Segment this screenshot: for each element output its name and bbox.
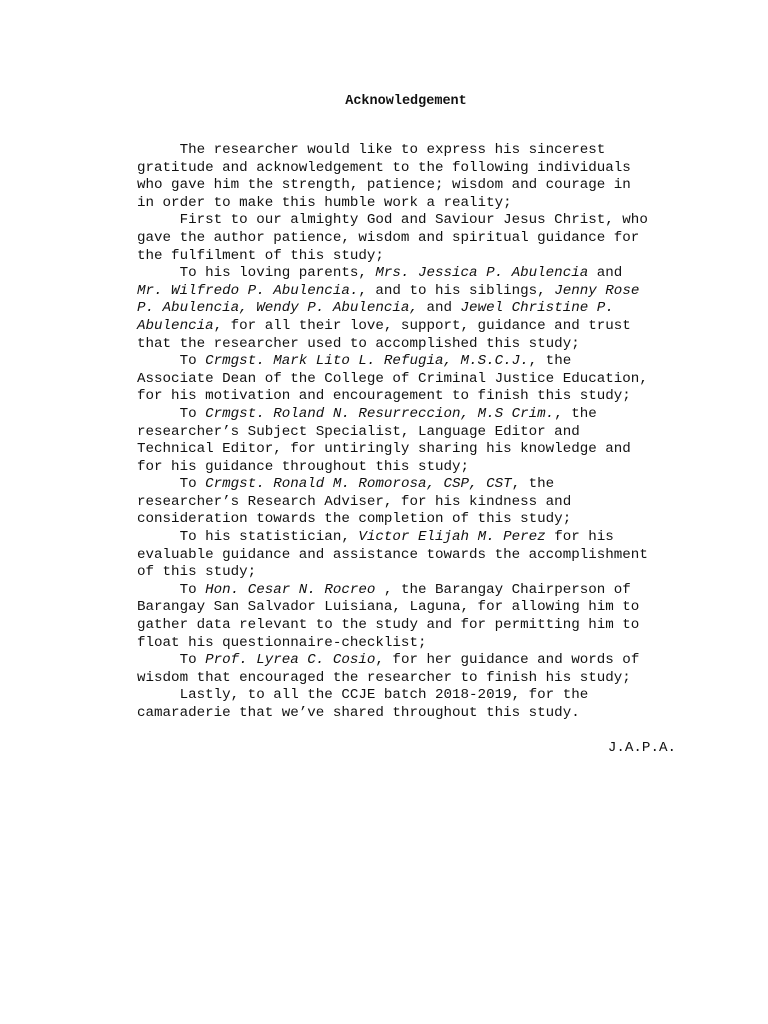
italic-name: Crmgst. Roland N. Resurreccion, M.S Crim. bbox=[205, 405, 555, 422]
acknowledgement-body bbox=[137, 142, 648, 723]
italic-name: Mr. Wilfredo P. Abulencia. bbox=[137, 282, 359, 299]
text-run: in order to make this humble work a reality; bbox=[137, 194, 512, 211]
text-run: Associate Dean of the College of Criminal Justice Education, bbox=[137, 370, 648, 387]
text-run: that the researcher used to accomplished this study; bbox=[137, 335, 580, 352]
text-run: , for her guidance and words of bbox=[375, 652, 640, 669]
page-title: Acknowledgement bbox=[345, 94, 467, 109]
text-run: , for all their love, support, guidance and trust bbox=[213, 317, 631, 334]
text-run: To his loving parents, bbox=[137, 265, 376, 282]
italic-name: Victor Elijah M. Perez bbox=[358, 529, 546, 546]
text-run: The researcher would like to express his sincerest bbox=[137, 142, 606, 158]
text-run: To bbox=[137, 405, 206, 422]
italic-name: Abulencia bbox=[137, 317, 214, 334]
text-run: Technical Editor, for untiringly sharing his knowledge and bbox=[137, 441, 631, 458]
text-run: wisdom that encouraged the researcher to finish his study; bbox=[137, 669, 631, 686]
text-run: for his guidance throughout this study; bbox=[137, 458, 470, 475]
text-run: Lastly, to all the CCJE batch 2018-2019, for the bbox=[137, 687, 589, 704]
text-run: To bbox=[137, 652, 206, 669]
text-run: who gave him the strength, patience; wisdom and courage in bbox=[137, 177, 631, 194]
text-run: First to our almighty God and Saviour Jesus Christ, who bbox=[137, 212, 648, 229]
paragraph bbox=[137, 142, 648, 212]
text-run: , the Barangay Chairperson of bbox=[375, 581, 631, 598]
paragraph bbox=[137, 265, 648, 353]
paragraph bbox=[137, 353, 648, 406]
text-run: evaluable guidance and assistance towards the accomplishment bbox=[137, 546, 648, 563]
text-run: camaraderie that we’ve shared throughout this study. bbox=[137, 705, 580, 721]
text-run: To bbox=[137, 581, 206, 598]
text-run: gratitude and acknowledgement to the following individuals bbox=[137, 159, 631, 176]
paragraph bbox=[137, 212, 648, 265]
italic-name: Crmgst. Ronald M. Romorosa, CSP, CST bbox=[205, 476, 512, 493]
text-run: , the bbox=[511, 476, 555, 493]
text-run: , the bbox=[528, 353, 572, 370]
text-run: the fulfilment of this study; bbox=[137, 247, 384, 264]
italic-name: Jenny Rose bbox=[554, 282, 640, 299]
paragraph bbox=[137, 687, 648, 722]
text-run: of this study; bbox=[137, 564, 257, 581]
italic-name: Mrs. Jessica P. Abulencia bbox=[375, 265, 589, 282]
italic-name: P. Abulencia, Wendy P. Abulencia, bbox=[137, 300, 418, 317]
text-run: To bbox=[137, 353, 206, 370]
text-run: for his motivation and encouragement to finish this study; bbox=[137, 388, 631, 405]
text-run: and bbox=[588, 265, 623, 282]
text-run: gave the author patience, wisdom and spiritual guidance for bbox=[137, 229, 640, 246]
text-run: float his questionnaire-checklist; bbox=[137, 634, 427, 651]
italic-name: Prof. Lyrea C. Cosio bbox=[205, 652, 376, 669]
paragraph bbox=[137, 529, 648, 582]
paragraph bbox=[137, 476, 648, 529]
italic-name: Hon. Cesar N. Rocreo bbox=[205, 581, 376, 598]
paragraph bbox=[137, 406, 648, 476]
signature-initials: J.A.P.A. bbox=[607, 740, 676, 756]
paragraph bbox=[137, 582, 648, 652]
text-run: , the bbox=[554, 405, 597, 422]
italic-name: Crmgst. Mark Lito L. Refugia, M.S.C.J. bbox=[205, 353, 529, 370]
text-run: To bbox=[137, 476, 206, 493]
text-run: Barangay San Salvador Luisiana, Laguna, for allowing him to bbox=[137, 599, 640, 616]
paragraph bbox=[137, 652, 648, 687]
text-run: gather data relevant to the study and for permitting him to bbox=[137, 617, 640, 634]
text-run: researcher’s Research Adviser, for his kindness and bbox=[137, 493, 572, 510]
text-run: consideration towards the completion of this study; bbox=[137, 511, 572, 528]
text-run: To his statistician, bbox=[137, 529, 359, 546]
text-run: and bbox=[417, 300, 461, 317]
text-run: , and to his siblings, bbox=[358, 282, 555, 299]
text-run: researcher’s Subject Specialist, Language Editor and bbox=[137, 423, 580, 440]
text-run: for his bbox=[545, 529, 614, 546]
italic-name: Jewel Christine P. bbox=[460, 300, 614, 317]
